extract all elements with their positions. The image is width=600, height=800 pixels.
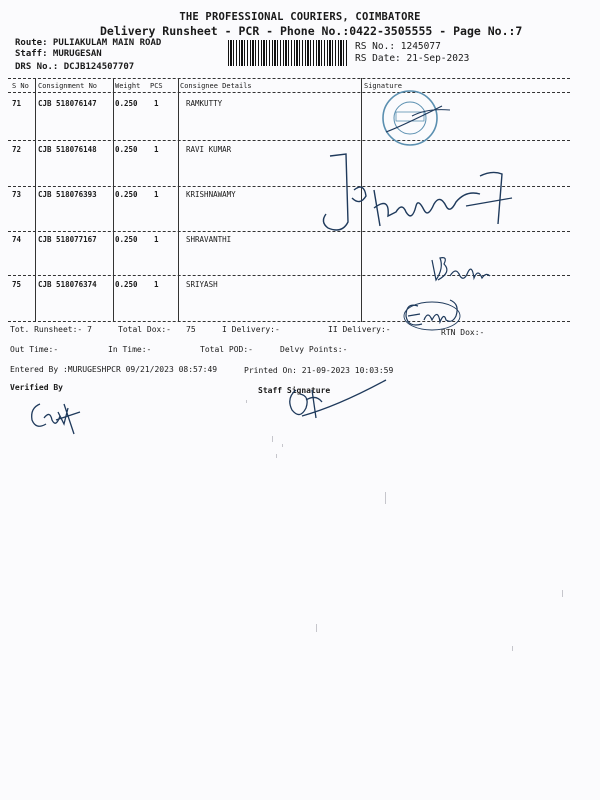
row-sno: 72 xyxy=(12,145,22,154)
route-label: Route: PULIAKULAM MAIN ROAD xyxy=(15,38,162,48)
total-dox-value: 75 xyxy=(186,325,196,334)
printed-on: Printed On: 21-09-2023 10:03:59 xyxy=(244,366,394,375)
row-consignment: CJB 518077167 xyxy=(38,235,97,244)
in-time: In Time:- xyxy=(108,345,152,354)
row-weight: 0.250 xyxy=(115,280,138,289)
row-consignee: KRISHNAWAMY xyxy=(186,190,236,199)
col-header-consignee: Consignee Details xyxy=(180,82,252,90)
row-pcs: 1 xyxy=(154,190,159,199)
row-pcs: 1 xyxy=(154,99,159,108)
ii-delivery: II Delivery:- xyxy=(328,325,391,334)
staff-signature-label: Staff Signature xyxy=(258,386,331,395)
runsheet-title: Delivery Runsheet - PCR - Phone No.:0422-3505555 - Page No.:7 xyxy=(100,24,523,38)
col-header-pcs: PCS xyxy=(150,82,163,90)
row-consignee: RAVI KUMAR xyxy=(186,145,232,154)
row-consignment: CJB 518076148 xyxy=(38,145,97,154)
company-name: THE PROFESSIONAL COURIERS, COIMBATORE xyxy=(179,11,421,23)
rtn-dox: RTN Dox:- xyxy=(441,328,485,337)
drs-number: DRS No.: DCJB124507707 xyxy=(15,62,135,72)
row-sno: 75 xyxy=(12,280,22,289)
total-pod: Total POD:- xyxy=(200,345,253,354)
row-pcs: 1 xyxy=(154,235,159,244)
verified-by-label: Verified By xyxy=(10,383,63,392)
staff-label: Staff: MURUGESAN xyxy=(15,49,102,59)
rs-date: RS Date: 21-Sep-2023 xyxy=(355,53,470,64)
row-sno: 71 xyxy=(12,99,22,108)
row-consignee: SRIYASH xyxy=(186,280,218,289)
out-time: Out Time:- xyxy=(10,345,59,354)
col-header-signature: Signature xyxy=(364,82,402,90)
row-weight: 0.250 xyxy=(115,235,138,244)
delvy-points: Delvy Points:- xyxy=(280,345,348,354)
rs-number: RS No.: 1245077 xyxy=(355,41,441,52)
row-consignment: CJB 518076393 xyxy=(38,190,97,199)
col-header-sno: S No xyxy=(12,82,29,90)
row-weight: 0.250 xyxy=(115,190,138,199)
row-pcs: 1 xyxy=(154,280,159,289)
row-sno: 74 xyxy=(12,235,22,244)
row-weight: 0.250 xyxy=(115,99,138,108)
row-consignment: CJB 518076374 xyxy=(38,280,97,289)
row-consignee: SHRAVANTHI xyxy=(186,235,232,244)
i-delivery: I Delivery:- xyxy=(222,325,280,334)
row-consignment: CJB 518076147 xyxy=(38,99,97,108)
row-pcs: 1 xyxy=(154,145,159,154)
entered-by: Entered By :MURUGESHPCR 09/21/2023 08:57:49 xyxy=(10,365,218,374)
tot-runsheet: Tot. Runsheet:- 7 xyxy=(10,325,92,334)
col-header-consignment: Consignment No xyxy=(38,82,98,90)
row-weight: 0.250 xyxy=(115,145,138,154)
row-sno: 73 xyxy=(12,190,22,199)
row-consignee: RAMKUTTY xyxy=(186,99,223,108)
col-header-weight: Weight xyxy=(115,82,141,90)
total-dox-label: Total Dox:- xyxy=(118,325,171,334)
